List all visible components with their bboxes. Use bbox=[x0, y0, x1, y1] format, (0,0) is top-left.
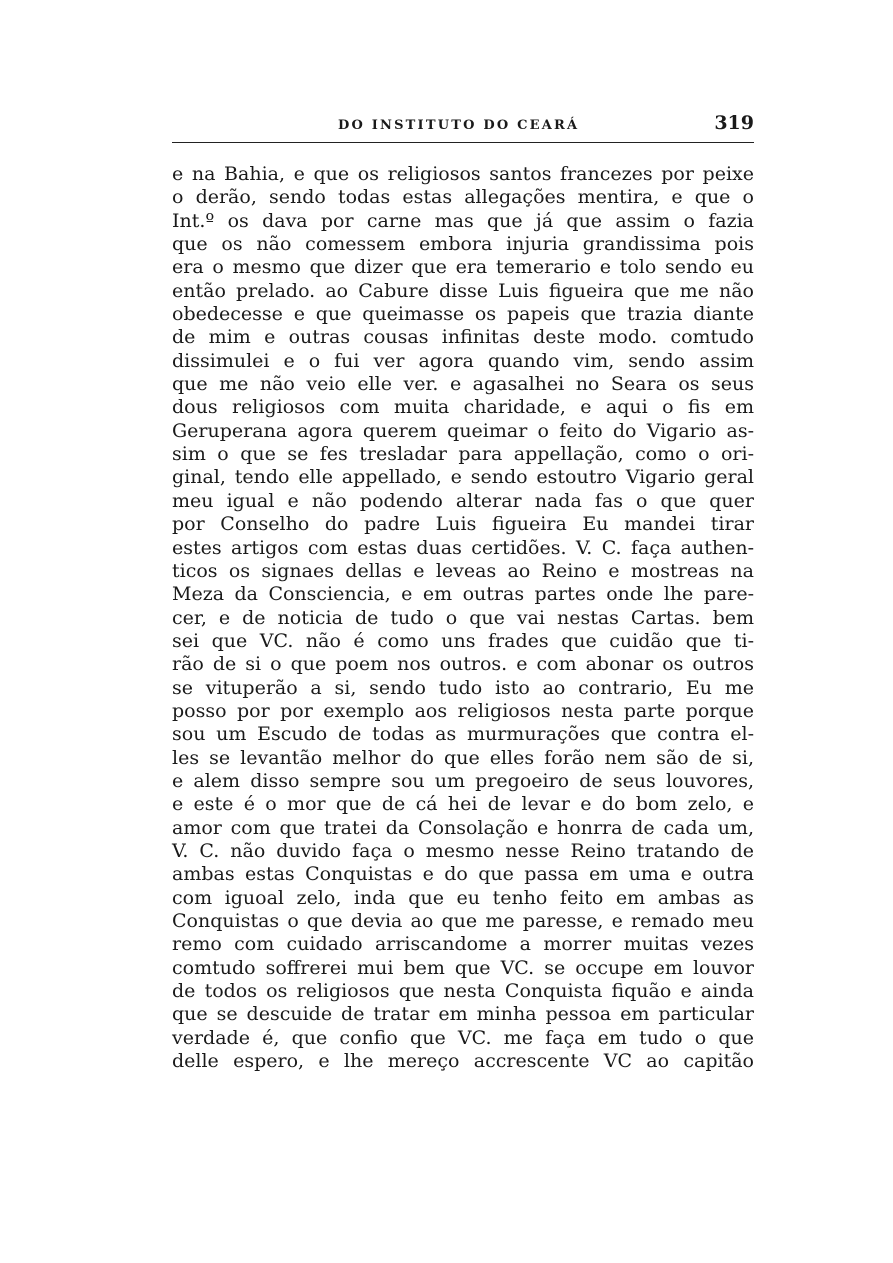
text-line: delle espero, e lhe mereço accrescente VC ao capitão bbox=[172, 1050, 754, 1073]
text-line: que se descuide de tratar em minha pessoa em particular bbox=[172, 1003, 754, 1026]
text-line: de todos os religiosos que nesta Conquista fiquão e ainda bbox=[172, 980, 754, 1003]
text-line: Int.º os dava por carne mas que já que assim o fazia bbox=[172, 209, 754, 232]
text-line: cer, e de noticia de tudo o que vai nestas Cartas. bem bbox=[172, 606, 754, 629]
text-line: verdade é, que confio que VC. me faça em tudo o que bbox=[172, 1026, 754, 1049]
text-line: e alem disso sempre sou um pregoeiro de seus louvores, bbox=[172, 769, 754, 792]
text-line: les se levantão melhor do que elles forão nem são de si, bbox=[172, 746, 754, 769]
text-line: rão de si o que poem nos outros. e com abonar os outros bbox=[172, 653, 754, 676]
text-line: sim o que se fes tresladar para appellação, como o ori- bbox=[172, 443, 754, 466]
text-line: sou um Escudo de todas as murmurações que contra el- bbox=[172, 723, 754, 746]
text-line: o derão, sendo todas estas allegações mentira, e que o bbox=[172, 186, 754, 209]
text-line: se vituperão a si, sendo tudo isto ao contrario, Eu me bbox=[172, 676, 754, 699]
text-line: dissimulei e o fui ver agora quando vim, sendo assim bbox=[172, 349, 754, 372]
text-line: por Conselho do padre Luis figueira Eu mandei tirar bbox=[172, 513, 754, 536]
text-line: e este é o mor que de cá hei de levar e do bom zelo, e bbox=[172, 793, 754, 816]
text-line: Conquistas o que devia ao que me paresse, e remado meu bbox=[172, 910, 754, 932]
text-line: de mim e outras cousas infinitas deste modo. comtudo bbox=[172, 326, 754, 349]
text-line: ambas estas Conquistas e do que passa em uma e outra bbox=[172, 863, 754, 886]
running-head: DO INSTITUTO DO CEARÁ bbox=[338, 118, 580, 133]
page-number: 319 bbox=[714, 112, 754, 134]
text-line: sei que VC. não é como uns frades que cuidão que ti- bbox=[172, 629, 754, 652]
text-line: posso por por exemplo aos religiosos nesta parte porque bbox=[172, 699, 754, 722]
text-line: e na Bahia, e que os religiosos santos francezes por peixe bbox=[172, 163, 754, 185]
text-line: então prelado. ao Cabure disse Luis figueira que me não bbox=[172, 279, 754, 302]
text-line: que os não comessem embora injuria grandissima pois bbox=[172, 233, 754, 256]
text-line: meu igual e não podendo alterar nada fas o que quer bbox=[172, 489, 754, 512]
text-line: Geruperana agora querem queimar o feito do Vigario as- bbox=[172, 419, 754, 442]
page-header bbox=[172, 112, 754, 140]
text-line: que me não veio elle ver. e agasalhei no Seara os seus bbox=[172, 373, 754, 396]
text-line: comtudo soffrerei mui bem que VC. se occupe em louvor bbox=[172, 956, 754, 979]
header-rule bbox=[172, 142, 754, 143]
text-line: era o mesmo que dizer que era temerario e tolo sendo eu bbox=[172, 256, 754, 279]
text-line: Meza da Consciencia, e em outras partes onde lhe pare- bbox=[172, 583, 754, 606]
text-line: estes artigos com estas duas certidões. V. C. faça authen- bbox=[172, 536, 754, 559]
text-line: dous religiosos com muita charidade, e aqui o fis em bbox=[172, 396, 754, 419]
text-line: V. C. não duvido faça o mesmo nesse Reino tratando de bbox=[172, 839, 754, 862]
text-line: com iguoal zelo, inda que eu tenho feito em ambas as bbox=[172, 886, 754, 909]
text-line: amor com que tratei da Consolação e honrra de cada um, bbox=[172, 816, 754, 839]
body-text bbox=[172, 163, 754, 1073]
text-line: remo com cuidado arriscandome a morrer muitas vezes bbox=[172, 933, 754, 956]
text-line: obedecesse e que queimasse os papeis que trazia diante bbox=[172, 303, 754, 326]
text-line: ticos os signaes dellas e leveas ao Reino e mostreas na bbox=[172, 559, 754, 582]
text-line: ginal, tendo elle appellado, e sendo estoutro Vigario geral bbox=[172, 466, 754, 489]
